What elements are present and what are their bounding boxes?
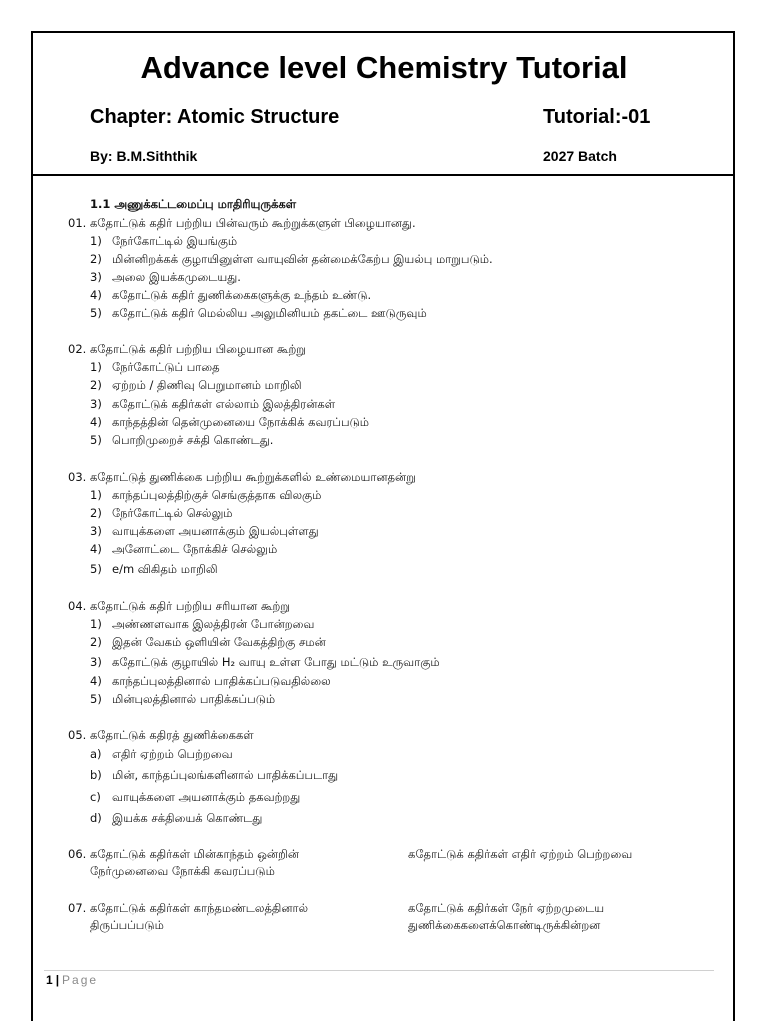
question-number: 03. (68, 470, 87, 484)
option-1-3: 3) அலை இயக்கமுடையது. (90, 270, 241, 284)
option-3-3: 3) வாயுக்களை அயனாக்கும் இயல்புள்ளது (90, 524, 319, 538)
option-1-2: 2) மின்னிறக்கக் குழாயினுள்ள வாயுவின் தன்மைக்கேற்ப இயல்பு மாறுபடும். (90, 252, 493, 266)
question-text: கதோட்டுக் கதிர் பற்றிய சரியான கூற்று (89, 599, 290, 613)
question-7-left-line2: திருப்பப்படும் (90, 918, 164, 932)
question-7-right-line1: கதோட்டுக் கதிர்கள் நேர் ஏற்றமுடைய (408, 901, 605, 915)
question-3 (68, 469, 416, 485)
footer-separator: | (55, 973, 60, 987)
option-2-1: 1) நேர்கோட்டுப் பாதை (90, 360, 220, 374)
option-2-2: 2) ஏற்றம் / திணிவு பெறுமானம் மாறிலி (90, 378, 302, 392)
option-5-d: d) இயக்க சக்தியைக் கொண்டது (90, 811, 263, 825)
question-text: கதோட்டுக் கதிர் பற்றிய பின்வரும் கூற்றுக்களுள் பிழையானது. (89, 216, 416, 230)
question-number: 05. (68, 728, 87, 742)
option-1-1: 1) நேர்கோட்டில் இயங்கும் (90, 234, 238, 248)
question-4 (68, 598, 290, 614)
option-3-1: 1) காந்தப்புலத்திற்குச் செங்குத்தாக விலகும் (90, 488, 322, 502)
page-number: 1 (46, 973, 53, 987)
option-4-5: 5) மின்புலத்தினால் பாதிக்கப்படும் (90, 692, 276, 706)
question-number: 02. (68, 342, 87, 356)
option-2-5: 5) பொறிமுறைச் சக்தி கொண்டது. (90, 433, 274, 447)
question-text: கதோட்டுத் துணிக்கை பற்றிய கூற்றுக்களில் உண்மையானதன்று (89, 470, 416, 484)
option-1-4: 4) கதோட்டுக் கதிர் துணிக்கைகளுக்கு உந்தம் உண்டு. (90, 288, 372, 302)
option-1-5: 5) கதோட்டுக் கதிர் மெல்லிய அலுமினியம் தகட்டை ஊடுருவும் (90, 306, 427, 320)
question-2 (68, 341, 306, 357)
question-text: கதோட்டுக் கதிர் பற்றிய பிழையான கூற்று (89, 342, 306, 356)
question-number: 01. (68, 216, 87, 230)
document-title: Advance level Chemistry Tutorial (140, 50, 628, 85)
chapter-label: Chapter: Atomic Structure (90, 106, 340, 128)
question-number: 04. (68, 599, 87, 613)
tutorial-label: Tutorial:-01 (543, 106, 651, 128)
question-7-number: 07. (68, 901, 87, 915)
option-3-2: 2) நேர்கோட்டில் செல்லும் (90, 506, 233, 520)
question-6-left-line1: கதோட்டுக் கதிர்கள் மின்காந்தம் ஒன்றின் (90, 847, 300, 861)
question-1 (68, 215, 416, 231)
option-5-a: a) எதிர் ஏற்றம் பெற்றவை (90, 747, 233, 761)
author-label: By: B.M.Siththik (90, 148, 198, 164)
option-2-3: 3) கதோட்டுக் கதிர்கள் எல்லாம் இலத்திரன்கள் (90, 397, 336, 411)
question-7-left-line1: கதோட்டுக் கதிர்கள் காந்தமண்டலத்தினால் (90, 901, 309, 915)
question-text: கதோட்டுக் கதிரத் துணிக்கைகள் (89, 728, 254, 742)
option-4-4: 4) காந்தப்புலத்தினால் பாதிக்கப்படுவதில்லை (90, 674, 331, 688)
option-3-5: 5) e/m விகிதம் மாறிலி (90, 562, 218, 576)
option-4-3: 3) கதோட்டுக் குழாயில் H₂ வாயு உள்ள போது மட்டும் உருவாகும் (90, 655, 440, 669)
option-5-b: b) மின், காந்தப்புலங்களினால் பாதிக்கப்படாது (90, 768, 339, 782)
question-6-right-line1: கதோட்டுக் கதிர்கள் எதிர் ஏற்றம் பெற்றவை (408, 847, 633, 861)
option-4-2: 2) இதன் வேகம் ஒளியின் வேகத்திற்கு சமன் (90, 635, 326, 649)
option-5-c: c) வாயுக்களை அயனாக்கும் தகவற்றது (90, 790, 301, 804)
page-footer (46, 973, 98, 987)
footer-divider (44, 970, 714, 971)
page-label: Page (62, 973, 99, 987)
option-2-4: 4) காந்தத்தின் தென்முனையை நோக்கிக் கவரப்படும் (90, 415, 370, 429)
question-5 (68, 727, 254, 743)
option-3-4: 4) அனோட்டை நோக்கிச் செல்லும் (90, 542, 278, 556)
question-7-right-line2: துணிக்கைகளைக்கொண்டிருக்கின்றன (408, 918, 601, 932)
question-6-left-line2: நேர்முனைவை நோக்கி கவரப்படும் (90, 864, 275, 878)
section-title: 1.1 அணுக்கட்டமைப்பு மாதிரியுருக்கள் (90, 197, 297, 211)
option-4-1: 1) அண்ணளவாக இலத்திரன் போன்றவை (90, 617, 315, 631)
batch-label: 2027 Batch (543, 148, 617, 164)
question-6-number: 06. (68, 847, 87, 861)
